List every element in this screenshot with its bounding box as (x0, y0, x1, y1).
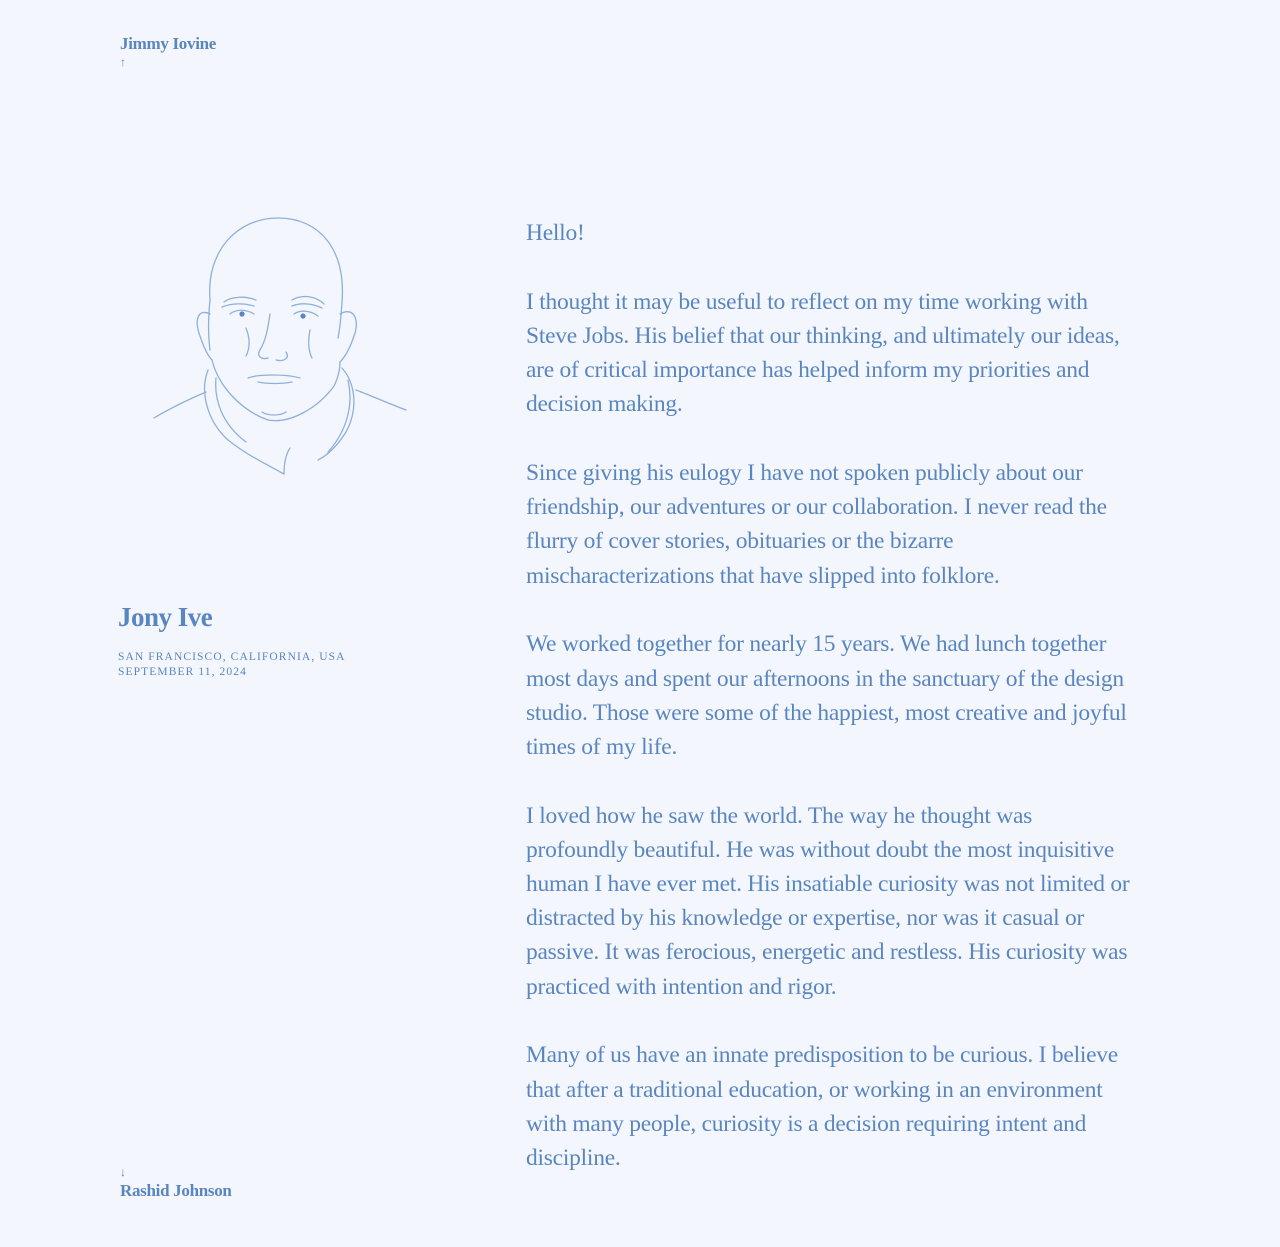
letter-date: SEPTEMBER 11, 2024 (118, 666, 247, 678)
letter-paragraph: Many of us have an innate predisposition to be curious. I believe that after a traditional education, or working in an environment with many people, curiosity is a decision requiring intent and discipline. (526, 1042, 1118, 1171)
previous-author-name: Jimmy Iovine (120, 34, 217, 53)
author-meta (118, 650, 346, 680)
previous-author-link[interactable] (120, 34, 216, 68)
next-author-link[interactable] (120, 1166, 232, 1201)
author-location: SAN FRANCISCO, CALIFORNIA, USA (118, 651, 346, 663)
author-name: Jony Ive (118, 602, 213, 632)
letter-paragraph: Hello! (526, 220, 585, 246)
arrow-down-icon: ↓ (120, 1165, 126, 1179)
arrow-up-icon: ↑ (120, 55, 126, 69)
letter-paragraph: We worked together for nearly 15 years. We had lunch together most days and spent our afternoons in the sanctuary of the design studio. Those were some of the happiest, most creative and joyful times of my life. (526, 631, 1127, 760)
next-author-name: Rashid Johnson (120, 1181, 232, 1200)
portrait-illustration (150, 210, 412, 482)
letter-paragraph: I loved how he saw the world. The way he thought was profoundly beautiful. He was without doubt the most inquisitive human I have ever met. His insatiable curiosity was not limited or distracted by his knowledge or expertise, nor was it casual or passive. It was ferocious, energetic and restless. His curiosity was practiced with intention and rigor. (526, 802, 1130, 1000)
letter-body (526, 216, 1136, 1210)
letter-paragraph: Since giving his eulogy I have not spoken publicly about our friendship, our adventures or our collaboration. I never read the flurry of cover stories, obituaries or the bizarre mischaracterizations that have slipped into folklore. (526, 460, 1107, 589)
letter-paragraph: I thought it may be useful to reflect on my time working with Steve Jobs. His belief that our thinking, and ultimately our ideas, are of critical importance has helped inform my priorities and decision making. (526, 288, 1120, 418)
